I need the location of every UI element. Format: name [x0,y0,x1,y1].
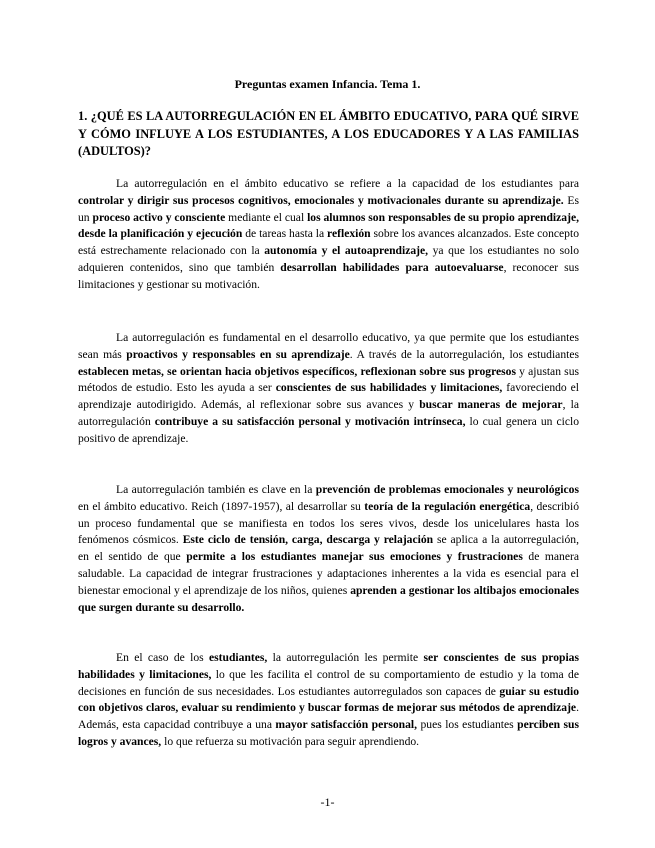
text-run: La autorregulación es fundamental en el desarrollo educativo, ya que permite que los estudiantes sean más [78,331,579,361]
bold-run: guiar su estudio con objetivos claros, evaluar su rendimiento y buscar formas de mejorar sus métodos de aprendizaje [78,684,579,715]
bold-run: estudiantes, [209,651,268,664]
bold-run: contribuye a su satisfacción personal y motivación intrínseca, [154,414,466,428]
text-run: favoreciendo el aprendizaje autodirigido. Además, al reflexionar sobre sus avances y [78,381,579,412]
bold-run: teoría de la regulación energética [364,499,531,513]
paragraph-3 [78,482,579,616]
bold-run: mayor satisfacción personal, [275,718,418,732]
question-heading: 1. ¿QUÉ ES LA AUTORREGULACIÓN EN EL ÁMBITO EDUCATIVO, PARA QUÉ SIRVE Y CÓMO INFLUYE A LOS ESTUDIANTES, A LOS EDUCADORES Y A LAS FAMILIAS (ADULTOS)? [78,109,579,158]
text-run: , reconocer sus limitaciones y gestionar su motivación. [78,260,579,291]
bold-run: proactivos y responsables en su aprendizaje [126,347,350,361]
bold-run: proceso activo y consciente [92,210,226,224]
bold-run: reflexión [327,227,371,241]
paragraph-4 [78,650,579,751]
bold-run: controlar y dirigir sus procesos cognitivos, emocionales y motivacionales durante su aprendizaje. [78,193,564,207]
bold-run: establecen metas, se orientan hacia objetivos específicos, reflexionan sobre sus progresos [78,364,516,378]
paragraph-1 [78,176,579,294]
bold-run: los alumnos son responsables de su propio aprendizaje, desde la planificación y ejecución [78,210,579,241]
text-run: . Además, esta capacidad contribuye a una [78,701,579,732]
text-run: , la autorregulación [78,398,579,428]
text-run: se aplica a la autorregulación, en el sentido de que [78,533,579,564]
text-run: sobre los avances alcanzados. Este concepto está estrechamente relacionado con la [78,227,579,258]
text-run: en el ámbito educativo. Reich (1897-1957), al desarrollar su [78,499,365,513]
text-run: , describió un proceso fundamental que se manifiesta en todos los seres vivos, desde los unicelulares hasta los fenómenos cósmicos. [78,499,579,547]
text-run: y ajustan sus métodos de estudio. Esto les ayuda a ser [78,364,580,395]
bold-run: conscientes de sus habilidades y limitaciones, [275,381,503,395]
bold-run: perciben sus logros y avances, [78,718,579,748]
text-run: de tareas hasta la [242,227,328,241]
text-run: En el caso de los [116,651,210,664]
text-run: lo que les facilita el control de su comportamiento de estudio y la toma de decisiones en función de sus necesidades. Los estudiantes autorregulados son capaces de [78,667,579,698]
document-title: Preguntas examen Infancia. Tema 1. [234,77,421,91]
text-run: la autorregulación les permite [267,651,424,664]
text-run: mediante el cual [225,210,308,224]
text-run: lo que refuerza su motivación para seguir aprendiendo. [161,734,420,748]
bold-run: aprenden a gestionar los altibajos emocionales que surgen durante su desarrollo. [78,583,579,614]
bold-run: permite a los estudiantes manejar sus emociones y frustraciones [186,550,523,564]
bold-run: ser conscientes de sus propias habilidades y limitaciones, [78,651,579,681]
text-run: La autorregulación también es clave en la [116,483,316,496]
text-run: de manera saludable. La capacidad de integrar frustraciones y adaptaciones inherentes a la vida es esencial para el bienestar emocional y el aprendizaje de los niños, quienes [78,550,580,597]
bold-run: autonomía y el autoaprendizaje, [264,244,429,258]
text-run: pues los estudiantes [417,718,518,732]
bold-run: Este ciclo de tensión, carga, descarga y relajación [182,533,434,547]
text-run: ya que los estudiantes no solo adquieren contenidos, sino que también [78,244,580,274]
text-run: Es un [78,193,579,224]
text-run: La autorregulación en el ámbito educativo se refiere a la capacidad de los estudiantes para [116,177,579,190]
page-number: -1- [320,795,335,809]
text-run: lo cual genera un ciclo positivo de aprendizaje. [78,414,580,445]
paragraph-2 [78,330,579,448]
bold-run: prevención de problemas emocionales y neurológicos [315,483,579,496]
bold-run: buscar maneras de mejorar [419,398,563,412]
bold-run: desarrollan habilidades para autoevaluarse [280,260,504,274]
text-run: . A través de la autorregulación, los estudiantes [349,347,579,361]
